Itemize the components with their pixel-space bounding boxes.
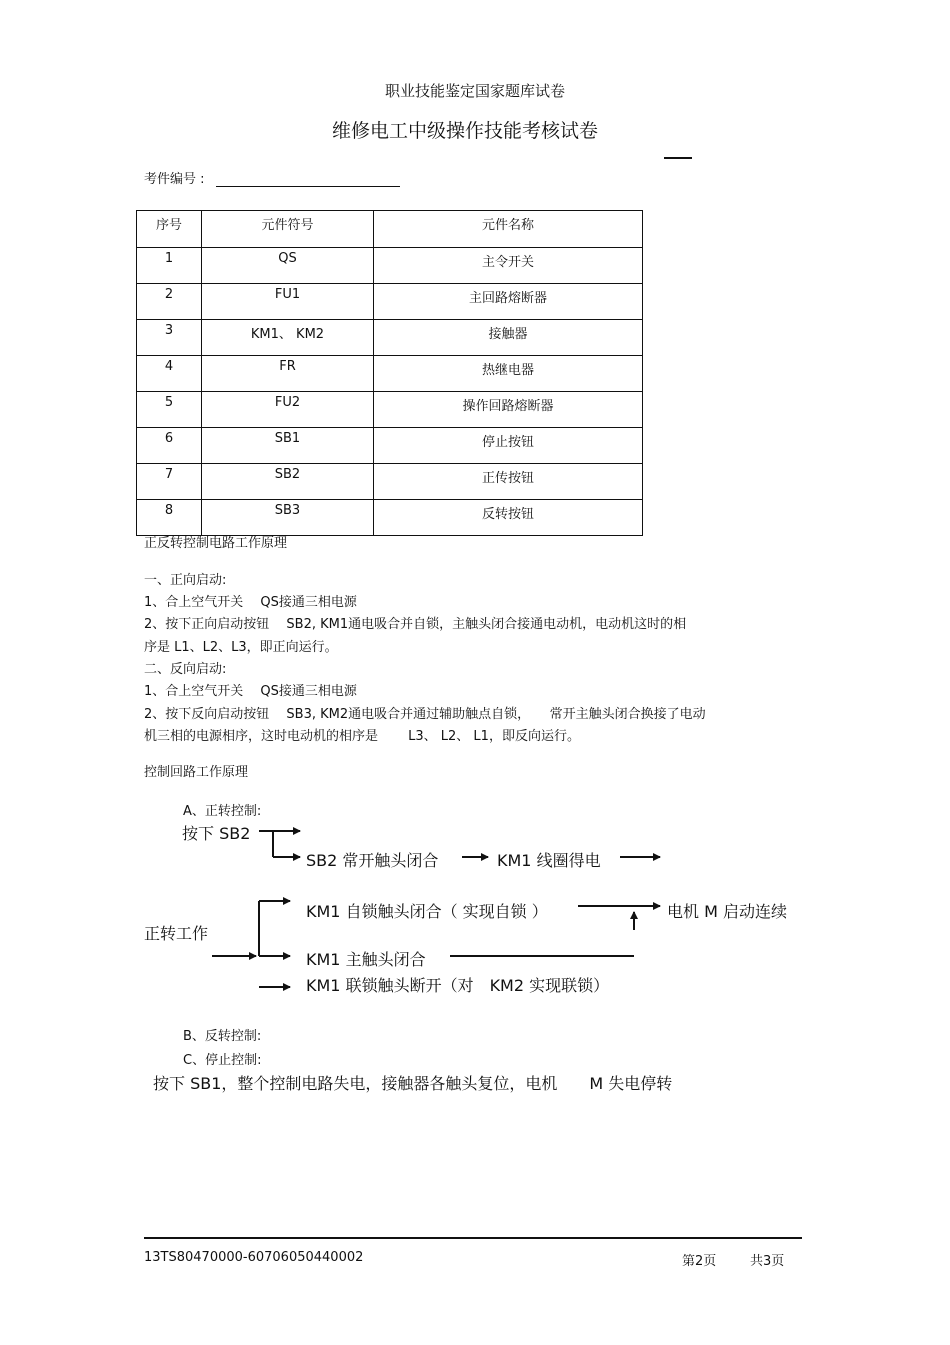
motor-start-text: 电机 M 启动连续 — [667, 902, 787, 921]
exam-no-label: 考件编号 : — [144, 172, 205, 187]
cell: 8 — [137, 500, 202, 536]
cell: 1 — [137, 248, 202, 284]
header-cell: 序号 — [137, 211, 202, 248]
header-line1: 职业技能鉴定国家题库试卷 — [384, 82, 565, 100]
principle-line: 一、正向启动: — [144, 573, 227, 588]
km1-coil-text: KM1 线圈得电 — [497, 851, 601, 870]
cell: 4 — [137, 356, 202, 392]
principle-title: 正反转控制电路工作原理 — [144, 536, 288, 551]
principle-line: 2、按下正向启动按钮 SB2, KM1通电吸合并自锁，主触头闭合接通电动机，电动机这时的相 — [144, 617, 687, 632]
cell: SB2 — [202, 464, 374, 500]
reverse-control-title: B、反转控制: — [183, 1029, 262, 1044]
cell: FU1 — [202, 284, 374, 320]
footer-page: 第2页 — [682, 1254, 717, 1269]
principle-line: 二、反向启动: — [144, 662, 227, 677]
header-cell: 元件符号 — [202, 211, 374, 248]
control-title: 控制回路工作原理 — [144, 765, 249, 780]
cell: 主回路熔断器 — [374, 284, 643, 320]
stop-control-text: 按下 SB1，整个控制电路失电，接触器各触头复位，电机 M 失电停转 — [153, 1074, 673, 1093]
cell: 6 — [137, 428, 202, 464]
principle-line: 1、合上空气开关 QS接通三相电源 — [144, 684, 357, 699]
cell: 接触器 — [374, 320, 643, 356]
km1-interlock-text: KM1 联锁触头断开（对 KM2 实现联锁） — [306, 976, 610, 995]
principle-line: 1、合上空气开关 QS接通三相电源 — [144, 595, 357, 610]
cell: 热继电器 — [374, 356, 643, 392]
cell: SB3 — [202, 500, 374, 536]
cell: 主令开关 — [374, 248, 643, 284]
cell: 2 — [137, 284, 202, 320]
principle-line: 序是 L1、L2、L3，即正向运行。 — [144, 640, 338, 655]
cell: SB1 — [202, 428, 374, 464]
cell: 正传按钮 — [374, 464, 643, 500]
km1-main-text: KM1 主触头闭合 — [306, 950, 426, 969]
km1-selflock-text: KM1 自锁触头闭合（ 实现自锁 ） — [306, 902, 548, 921]
principle-line: 2、按下反向启动按钮 SB3, KM2通电吸合并通过辅助触点自锁， 常开主触头闭合换接了电动 — [144, 707, 706, 722]
header-cell: 元件名称 — [374, 211, 643, 248]
footer-total: 共3页 — [750, 1254, 785, 1269]
cell: 5 — [137, 392, 202, 428]
footer-rule — [144, 1237, 802, 1239]
cell: 操作回路熔断器 — [374, 392, 643, 428]
cell: KM1、 KM2 — [202, 320, 374, 356]
forward-control-title: A、正转控制: — [183, 804, 262, 819]
footer-code: 13TS80470000-60706050440002 — [144, 1250, 364, 1265]
cell: QS — [202, 248, 374, 284]
cell: 停止按钮 — [374, 428, 643, 464]
forward-work-text: 正转工作 — [144, 924, 209, 943]
cell: FR — [202, 356, 374, 392]
sb2-contact-text: SB2 常开触头闭合 — [306, 851, 439, 870]
cell: FU2 — [202, 392, 374, 428]
cell: 反转按钮 — [374, 500, 643, 536]
press-sb2-text: 按下 SB2 — [182, 824, 251, 843]
principle-line: 机三相的电源相序，这时电动机的相序是 L3、 L2、 L1，即反向运行。 — [144, 729, 580, 744]
cell: 3 — [137, 320, 202, 356]
cell: 7 — [137, 464, 202, 500]
stop-control-title: C、停止控制: — [183, 1053, 262, 1068]
exam-title: 维修电工中级操作技能考核试卷 — [331, 120, 598, 142]
